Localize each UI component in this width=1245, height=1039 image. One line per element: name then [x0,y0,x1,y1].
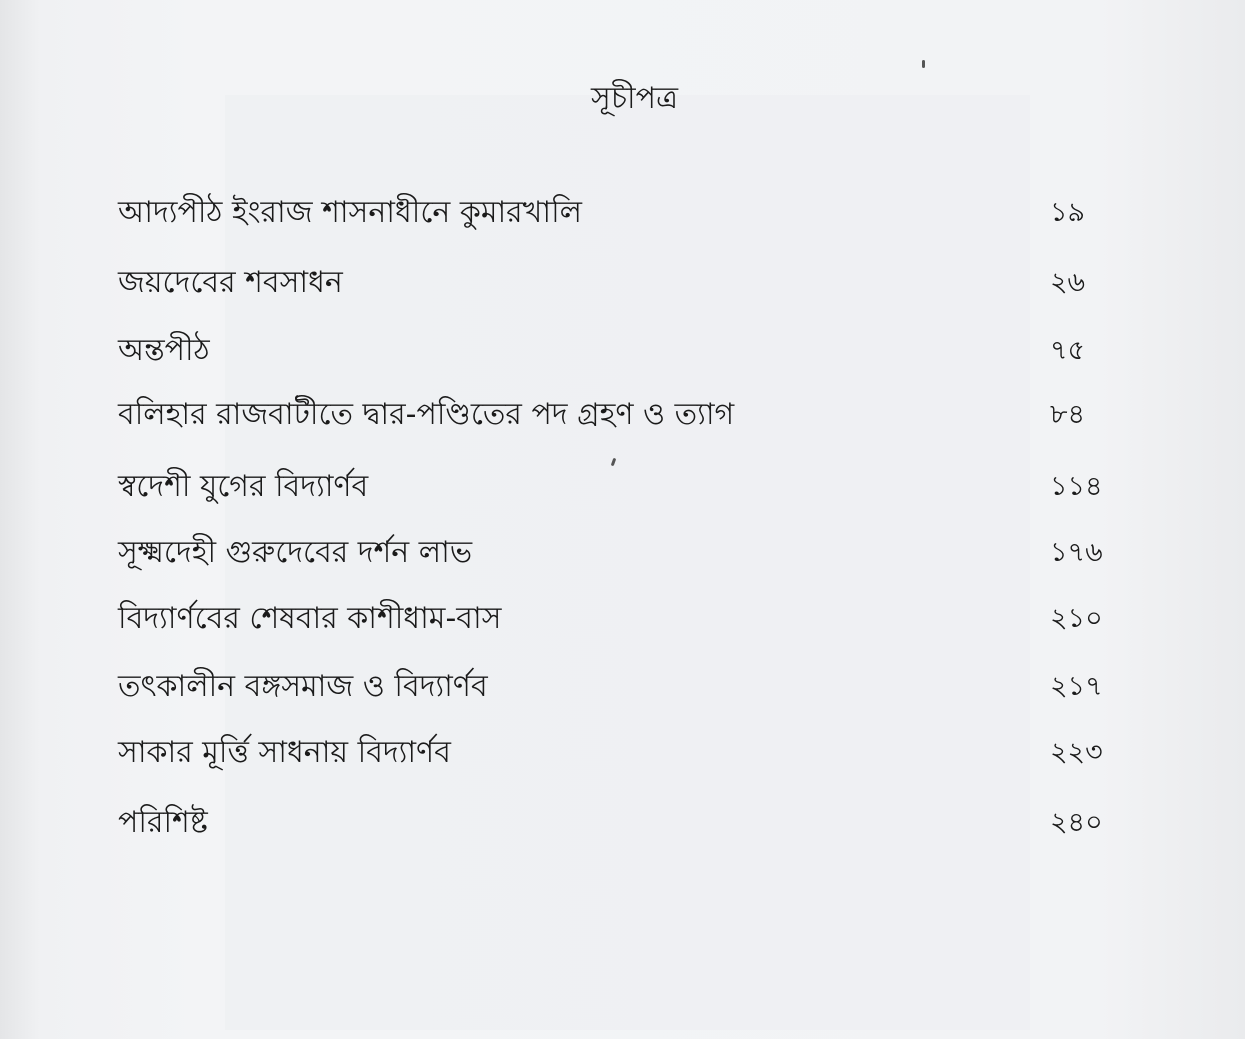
toc-entry [118,326,1118,376]
toc-entry-page: ১৯ [1050,197,1086,228]
toc-entry [118,390,1118,440]
toc-entry [118,594,1118,644]
toc-entry-page: ২১০ [1050,603,1103,634]
toc-entry [118,662,1118,712]
toc-entry-title: জয়দেবের শবসাধন [118,265,343,300]
toc-entry-title: সাকার মূর্ত্তি সাধনায় বিদ্যার্ণব [118,735,451,770]
toc-entry [118,188,1118,238]
toc-entry [118,462,1118,512]
toc-entry-page: ২১৭ [1050,671,1103,702]
toc-entry-page: ২৬ [1050,267,1086,298]
toc-entry-title: তৎকালীন বঙ্গসমাজ ও বিদ্যার্ণব [118,669,488,704]
toc-entry-title: বলিহার রাজবাটীতে দ্বার-পণ্ডিতের পদ গ্রহণ ও ত্যাগ [118,397,735,432]
toc-entry-page: ৭৫ [1050,335,1086,366]
page-title: সূচীপত্র [591,81,678,116]
toc-entry-title: স্বদেশী যুগের বিদ্যার্ণব [118,469,369,504]
toc-entry-page: ২২৩ [1050,737,1103,768]
paper-speck [922,60,925,68]
toc-entry-page: ২৪০ [1050,807,1103,838]
toc-entry-page: ১১৪ [1050,471,1103,502]
toc-entry-page: ১৭৬ [1050,537,1103,568]
toc-entry [118,528,1118,578]
toc-entry [118,798,1118,848]
toc-entry-page: ৮৪ [1050,399,1086,430]
toc-entry-title: পরিশিষ্ট [118,805,208,840]
toc-entry-title: সূক্ষ্মদেহী গুরুদেবের দর্শন লাভ [118,535,473,570]
toc-entry-title: বিদ্যার্ণবের শেষবার কাশীধাম-বাস [118,601,502,636]
toc-entry [118,728,1118,778]
toc-entry-title: অন্তপীঠ [118,333,210,368]
toc-entry-title: আদ্যপীঠ ইংরাজ শাসনাধীনে কুমারখালি [118,195,583,230]
toc-entry [118,258,1118,308]
